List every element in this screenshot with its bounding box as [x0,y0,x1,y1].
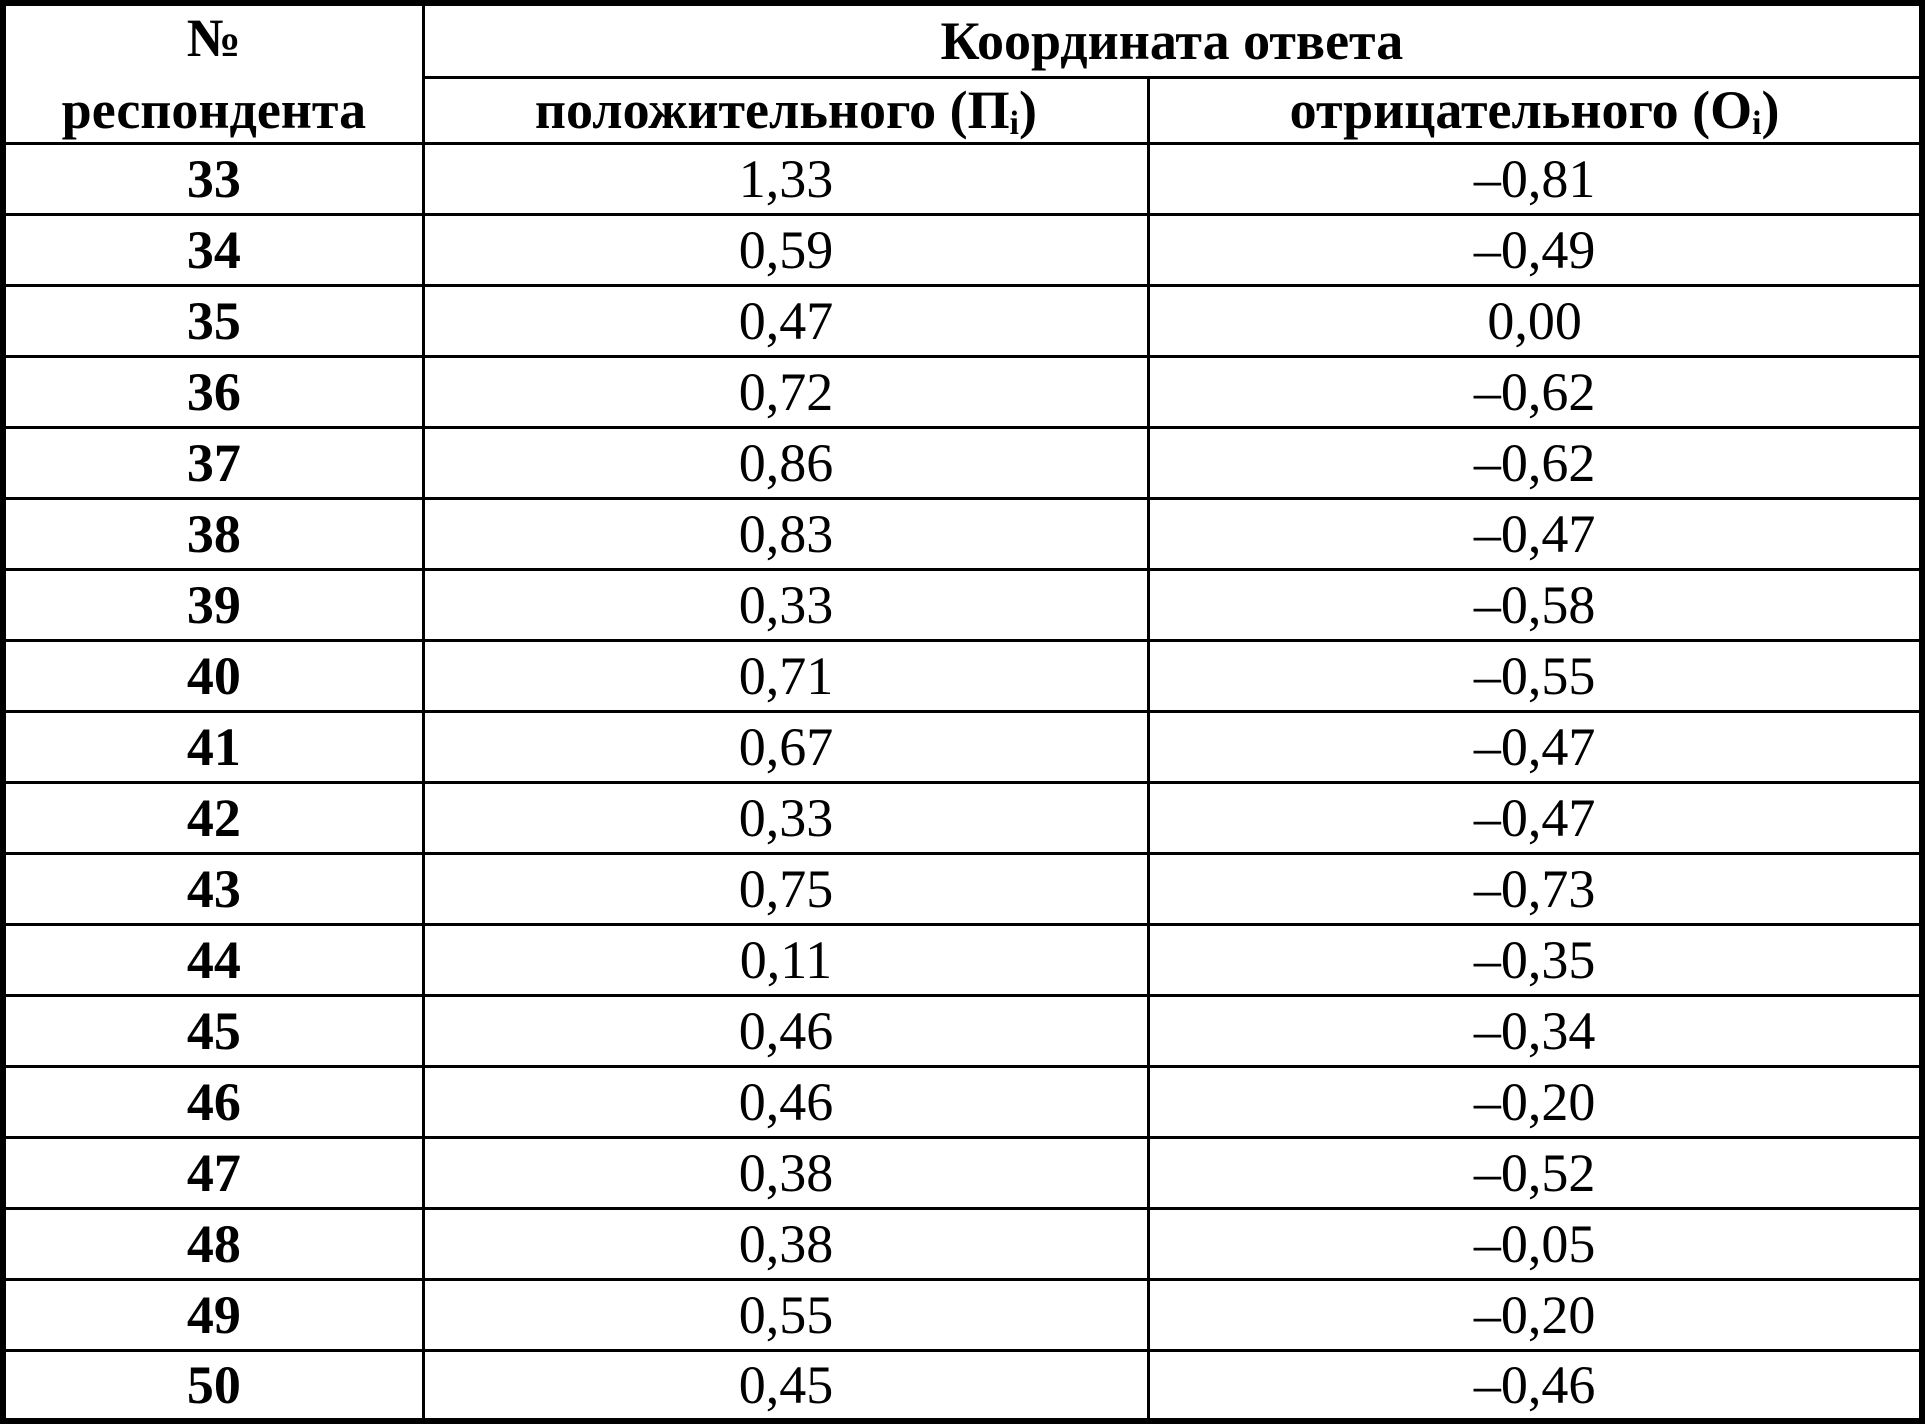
table-row [3,356,1922,427]
respondent-number-cell: 33 [3,143,423,214]
positive-coordinate-cell: 0,55 [423,1279,1148,1350]
positive-coordinate-cell: 0,67 [423,711,1148,782]
positive-header-subscript: i [1009,104,1019,142]
negative-coordinate-cell: –0,20 [1149,1066,1922,1137]
positive-coordinate-cell: 0,46 [423,1066,1148,1137]
table-row [3,1066,1922,1137]
positive-coordinate-cell: 1,33 [423,143,1148,214]
negative-coordinate-cell: 0,00 [1149,285,1922,356]
respondent-number-cell: 42 [3,782,423,853]
respondent-number-cell: 40 [3,640,423,711]
positive-coordinate-cell: 0,72 [423,356,1148,427]
respondent-number-cell: 39 [3,569,423,640]
negative-coordinate-cell: –0,58 [1149,569,1922,640]
positive-coordinate-cell: 0,75 [423,853,1148,924]
respondent-number-cell: 38 [3,498,423,569]
positive-coordinate-cell: 0,33 [423,782,1148,853]
table-row [3,1279,1922,1350]
positive-coordinate-cell: 0,45 [423,1350,1148,1421]
table-row [3,853,1922,924]
table-row [3,1137,1922,1208]
table-row [3,427,1922,498]
table-row [3,995,1922,1066]
positive-coordinate-header [423,77,1148,143]
respondent-number-cell: 47 [3,1137,423,1208]
positive-coordinate-cell: 0,71 [423,640,1148,711]
table-row [3,143,1922,214]
respondent-number-cell: 41 [3,711,423,782]
table-row [3,1350,1922,1421]
table-row [3,498,1922,569]
negative-coordinate-cell: –0,47 [1149,711,1922,782]
table-row [3,640,1922,711]
positive-coordinate-cell: 0,83 [423,498,1148,569]
table-header [3,3,1922,143]
table-row [3,711,1922,782]
positive-header-text: положительного (П [534,79,1010,140]
respondent-number-cell: 49 [3,1279,423,1350]
table-row [3,569,1922,640]
respondent-number-cell: 34 [3,214,423,285]
negative-coordinate-cell: –0,62 [1149,356,1922,427]
negative-coordinate-cell: –0,47 [1149,498,1922,569]
respondent-header-line1: № [186,7,241,68]
negative-coordinate-cell: –0,73 [1149,853,1922,924]
table-row [3,924,1922,995]
negative-header-close: ) [1761,79,1780,140]
positive-coordinate-cell: 0,38 [423,1208,1148,1279]
negative-coordinate-cell: –0,20 [1149,1279,1922,1350]
coordinate-group-header: Координата ответа [423,3,1922,77]
respondent-number-cell: 50 [3,1350,423,1421]
respondent-number-cell: 44 [3,924,423,995]
header-group-row [3,3,1922,77]
negative-coordinate-cell: –0,46 [1149,1350,1922,1421]
negative-coordinate-header [1149,77,1922,143]
positive-coordinate-cell: 0,86 [423,427,1148,498]
table-row [3,782,1922,853]
negative-header-text: отрицательного (О [1289,79,1753,140]
negative-coordinate-cell: –0,34 [1149,995,1922,1066]
negative-coordinate-cell: –0,05 [1149,1208,1922,1279]
respondent-number-cell: 45 [3,995,423,1066]
positive-header-close: ) [1018,79,1037,140]
positive-coordinate-cell: 0,46 [423,995,1148,1066]
table-row [3,1208,1922,1279]
table-body [3,143,1922,1421]
negative-coordinate-cell: –0,35 [1149,924,1922,995]
respondent-number-header [3,3,423,143]
respondent-number-cell: 46 [3,1066,423,1137]
respondent-number-cell: 48 [3,1208,423,1279]
respondent-number-cell: 36 [3,356,423,427]
negative-coordinate-cell: –0,47 [1149,782,1922,853]
negative-coordinate-cell: –0,81 [1149,143,1922,214]
respondent-number-cell: 35 [3,285,423,356]
positive-coordinate-cell: 0,38 [423,1137,1148,1208]
positive-coordinate-cell: 0,47 [423,285,1148,356]
negative-coordinate-cell: –0,62 [1149,427,1922,498]
positive-coordinate-cell: 0,33 [423,569,1148,640]
table-row [3,285,1922,356]
positive-coordinate-cell: 0,59 [423,214,1148,285]
table-row [3,214,1922,285]
negative-coordinate-cell: –0,55 [1149,640,1922,711]
negative-header-subscript: i [1752,104,1762,142]
negative-coordinate-cell: –0,52 [1149,1137,1922,1208]
respondent-header-line2: респондента [61,79,367,140]
respondent-number-cell: 43 [3,853,423,924]
negative-coordinate-cell: –0,49 [1149,214,1922,285]
respondent-number-cell: 37 [3,427,423,498]
positive-coordinate-cell: 0,11 [423,924,1148,995]
